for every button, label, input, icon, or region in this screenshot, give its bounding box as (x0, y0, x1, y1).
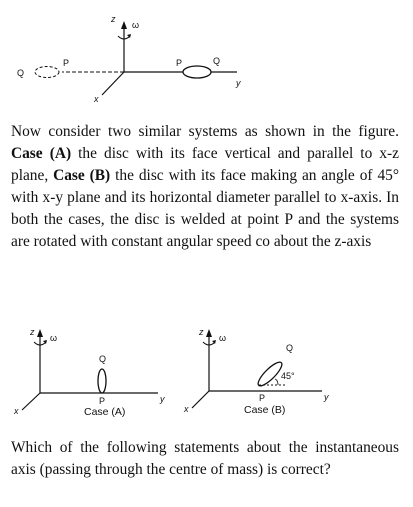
case-a-z-label: z (30, 327, 35, 337)
x-axis (102, 72, 124, 95)
case-b-x-label: x (184, 404, 189, 414)
p-left-label: P (63, 58, 70, 68)
case-a-p-label: P (99, 396, 106, 406)
case-a-caption: Case (A) (84, 406, 126, 418)
figure-top (0, 0, 413, 115)
question-text: Which of the following statements about the instantaneous axis (passing through the centre of mass) is correct? (11, 439, 399, 478)
figure-cases (0, 318, 413, 428)
case-b-y-label: y (324, 392, 329, 402)
q-left-label: Q (17, 68, 25, 78)
case-a-y-label: y (160, 394, 165, 404)
case-b-z-label: z (199, 327, 204, 337)
case-a-disc (98, 369, 106, 393)
case-b-label: Case (B) (53, 167, 111, 184)
case-b-x-axis (192, 391, 209, 408)
x-label: x (94, 94, 99, 104)
z-label: z (111, 14, 116, 24)
case-b-omega-label: ω (219, 333, 227, 343)
case-b-text: the disc with its face making an angle of 45° with x-y plane and its horizontal diameter parallel to x-axis. In both the cases, the disc is welded at point P and the systems are rotated with constant angular speed co about the z-axis (11, 167, 399, 250)
p-right-label: P (176, 58, 183, 68)
case-a-x-label: x (14, 406, 19, 416)
case-b-p-label: P (259, 393, 266, 403)
case-a-text: the disc with its face vertical and parallel to x-z plane, (11, 145, 400, 184)
q-right-label: Q (213, 56, 221, 66)
case-a-label: Case (A) (11, 145, 72, 162)
case-b-z-arrow (206, 329, 212, 337)
case-a-x-axis (22, 393, 40, 410)
case-a-z-arrow (37, 329, 43, 337)
case-a-q-label: Q (99, 354, 107, 364)
solid-disc (183, 66, 211, 78)
case-b-q-label: Q (286, 343, 294, 353)
case-b-angle-arc (275, 379, 278, 385)
paragraph-intro: Now consider two similar systems as shown in the figure. (11, 123, 399, 140)
case-a-omega-label: ω (50, 333, 58, 343)
y-label: y (236, 78, 241, 88)
case-b-angle-label: 45° (281, 371, 295, 381)
dashed-disc (35, 67, 59, 78)
omega-label: ω (132, 20, 140, 30)
case-b-caption: Case (B) (244, 404, 286, 416)
z-axis-arrow (121, 21, 127, 29)
paragraph-description (11, 121, 399, 253)
